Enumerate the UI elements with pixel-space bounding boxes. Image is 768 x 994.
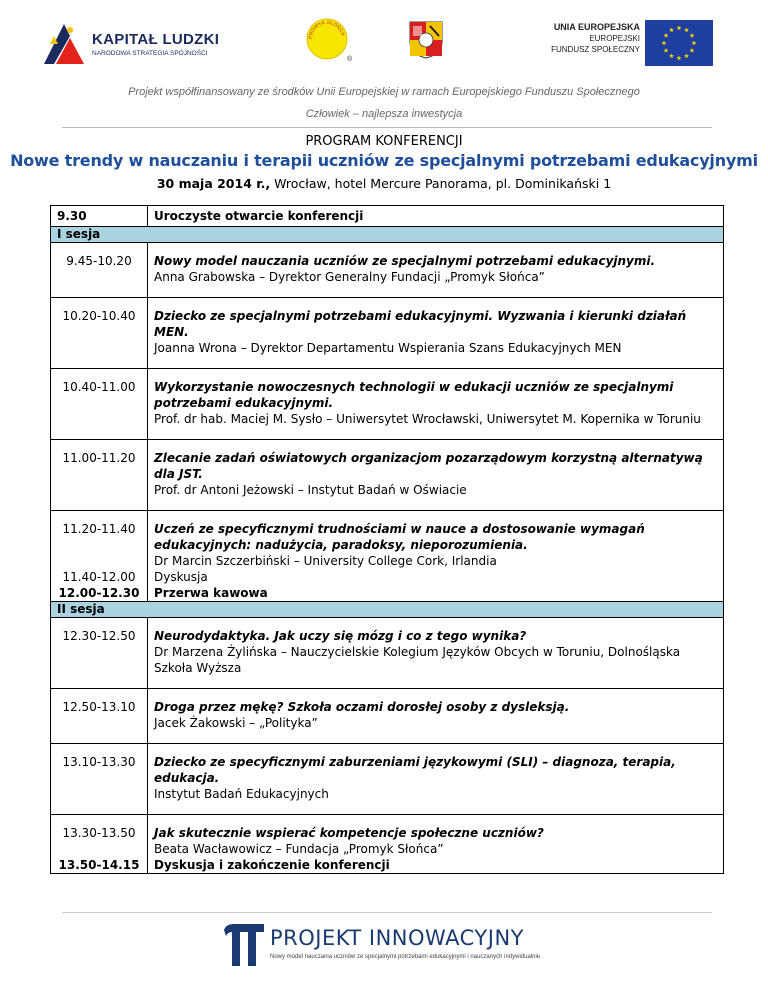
agenda-row [51, 815, 724, 858]
eu-flag [645, 20, 713, 71]
coat-of-arms-icon [408, 20, 444, 60]
ue-line3: FUNDUSZ SPOŁECZNY [551, 45, 640, 54]
agenda-topic: Dziecko ze specjalnymi potrzebami edukacyjnymi. Wyzwania i kierunki działań MEN. [154, 309, 687, 339]
agenda-topic: Wykorzystanie nowoczesnych technologii w edukacji uczniów ze specjalnymi potrzebami edukacyjnymi. [154, 380, 674, 410]
header-divider [62, 127, 712, 128]
agenda-row [51, 511, 724, 570]
agenda-content [148, 243, 724, 298]
agenda-time: 11.20-11.40 [51, 511, 148, 570]
discussion-text: Dyskusja [148, 569, 724, 585]
agenda-topic: Zlecanie zadań oświatowych organizacjom pozarządowym korzystną alternatywą dla JST. [154, 451, 703, 481]
agenda-row [51, 440, 724, 511]
opening-time: 9.30 [51, 206, 148, 227]
discussion-row [51, 569, 724, 585]
agenda-speaker: Dr Marzena Żylińska – Nauczycielskie Kolegium Języków Obcych w Toruniu, Dolnośląska Szkoła Wyższa [154, 645, 681, 675]
program-label: PROGRAM KONFERENCJI [305, 134, 463, 149]
ue-line2: EUROPEJSKI [589, 34, 640, 43]
agenda-topic: Neurodydaktyka. Jak uczy się mózg i co z tego wynika? [154, 629, 527, 643]
break-row [51, 585, 724, 602]
agenda-time: 9.45-10.20 [51, 243, 148, 298]
agenda-topic: Uczeń ze specyficznymi trudnościami w nauce a dostosowanie wymagań edukacyjnych: nadużycia, paradoksy, nieporozumienia. [154, 522, 645, 552]
conference-place: Wrocław, hotel Mercure Panorama, pl. Dominikański 1 [270, 176, 612, 191]
slogan: Człowiek – najlepsza inwestycja [305, 108, 463, 120]
kapital-ludzki-subtitle: NARODOWA STRATEGIA SPÓJNOŚCI [92, 50, 208, 57]
agenda-topic: Nowy model nauczania uczniów ze specjalnymi potrzebami edukacyjnymi. [154, 254, 656, 268]
agenda-row [51, 744, 724, 815]
agenda-topic: Dziecko ze specyficznymi zaburzeniami językowymi (SLI) – diagnoza, terapia, edukacja. [154, 755, 676, 785]
agenda-speaker: Joanna Wrona – Dyrektor Departamentu Wspierania Szans Edukacyjnych MEN [154, 341, 622, 355]
promyk-slonca-logo [303, 17, 355, 68]
conference-date-place [0, 176, 768, 191]
agenda-speaker: Anna Grabowska – Dyrektor Generalny Fundacji „Promyk Słońca” [154, 270, 545, 284]
agenda-row [51, 243, 724, 298]
conference-title: Nowe trendy w nauczaniu i terapii uczniów ze specjalnymi potrzebami edukacyjnymi [10, 151, 758, 170]
agenda-content [148, 689, 724, 744]
agenda-speaker: Prof. dr Antoni Jeżowski – Instytut Badań w Oświacie [154, 483, 467, 497]
agenda-speaker: Jacek Żakowski – „Polityka” [154, 716, 318, 730]
discussion-time: 11.40-12.00 [51, 569, 148, 585]
agenda-content [148, 369, 724, 440]
eu-flag-icon [645, 20, 713, 66]
projekt-innowacyjny-logo [222, 922, 552, 972]
closing-text: Dyskusja i zakończenie konferencji [148, 857, 724, 874]
session2-label: II sesja [51, 602, 724, 618]
agenda-speaker: Prof. dr hab. Maciej M. Sysło – Uniwersytet Wrocławski, Uniwersytet M. Kopernika w Toruniu [154, 412, 701, 426]
agenda-content [148, 815, 724, 858]
sun-logo-icon [303, 17, 355, 63]
kapital-ludzki-emblem-icon [40, 18, 88, 68]
agenda-time: 12.50-13.10 [51, 689, 148, 744]
agenda-time: 10.40-11.00 [51, 369, 148, 440]
wroclaw-crest-logo [408, 20, 444, 65]
kapital-ludzki-title: KAPITAŁ LUDZKI [92, 31, 220, 48]
footer-logo-subtitle: Nowy model nauczania uczniów ze specjalnymi potrzebami edukacyjnymi i nauczanych indywidualnie [270, 954, 541, 960]
ue-line1: UNIA EUROPEJSKA [553, 22, 640, 32]
agenda-content [148, 744, 724, 815]
agenda-time: 13.30-13.50 [51, 815, 148, 858]
program-table [50, 205, 724, 874]
pi-symbol-icon [222, 922, 266, 968]
agenda-topic: Droga przez mękę? Szkoła oczami dorosłej osoby z dysleksją. [154, 700, 570, 714]
agenda-time: 10.20-10.40 [51, 298, 148, 369]
agenda-time: 11.00-11.20 [51, 440, 148, 511]
opening-text: Uroczyste otwarcie konferencji [148, 206, 724, 227]
break-time: 12.00-12.30 [51, 585, 148, 602]
session-row [51, 602, 724, 618]
header-logos [0, 0, 768, 80]
cofinancing-note: Projekt współfinansowany ze środków Unii Europejskiej w ramach Europejskiego Funduszu Społecznego [128, 86, 640, 98]
promyk-logo-text: PROMYK SŁOŃCA [307, 19, 346, 40]
opening-row [51, 206, 724, 227]
agenda-row [51, 369, 724, 440]
session1-label: I sesja [51, 227, 724, 243]
agenda-content [148, 618, 724, 689]
closing-time: 13.50-14.15 [51, 857, 148, 874]
svg-text:®: ® [347, 56, 353, 63]
break-text: Przerwa kawowa [148, 585, 724, 602]
ue-logo-text [540, 22, 640, 55]
conference-date: 30 maja 2014 r., [156, 176, 271, 191]
closing-row [51, 857, 724, 874]
footer-logo-text: PROJEKT INNOWACYJNY [270, 926, 524, 950]
agenda-content [148, 440, 724, 511]
kapital-ludzki-logo [40, 18, 240, 78]
agenda-row [51, 618, 724, 689]
footer-divider [62, 912, 712, 913]
agenda-speaker: Beata Wacławowicz – Fundacja „Promyk Słońca” [154, 842, 444, 856]
agenda-content [148, 511, 724, 570]
session-row [51, 227, 724, 243]
agenda-topic: Jak skutecznie wspierać kompetencje społeczne uczniów? [154, 826, 544, 840]
agenda-time: 13.10-13.30 [51, 744, 148, 815]
agenda-row [51, 298, 724, 369]
agenda-speaker: Instytut Badań Edukacyjnych [154, 787, 329, 801]
agenda-speaker: Dr Marcin Szczerbiński – University College Cork, Irlandia [154, 554, 497, 568]
agenda-content [148, 298, 724, 369]
agenda-time: 12.30-12.50 [51, 618, 148, 689]
agenda-row [51, 689, 724, 744]
